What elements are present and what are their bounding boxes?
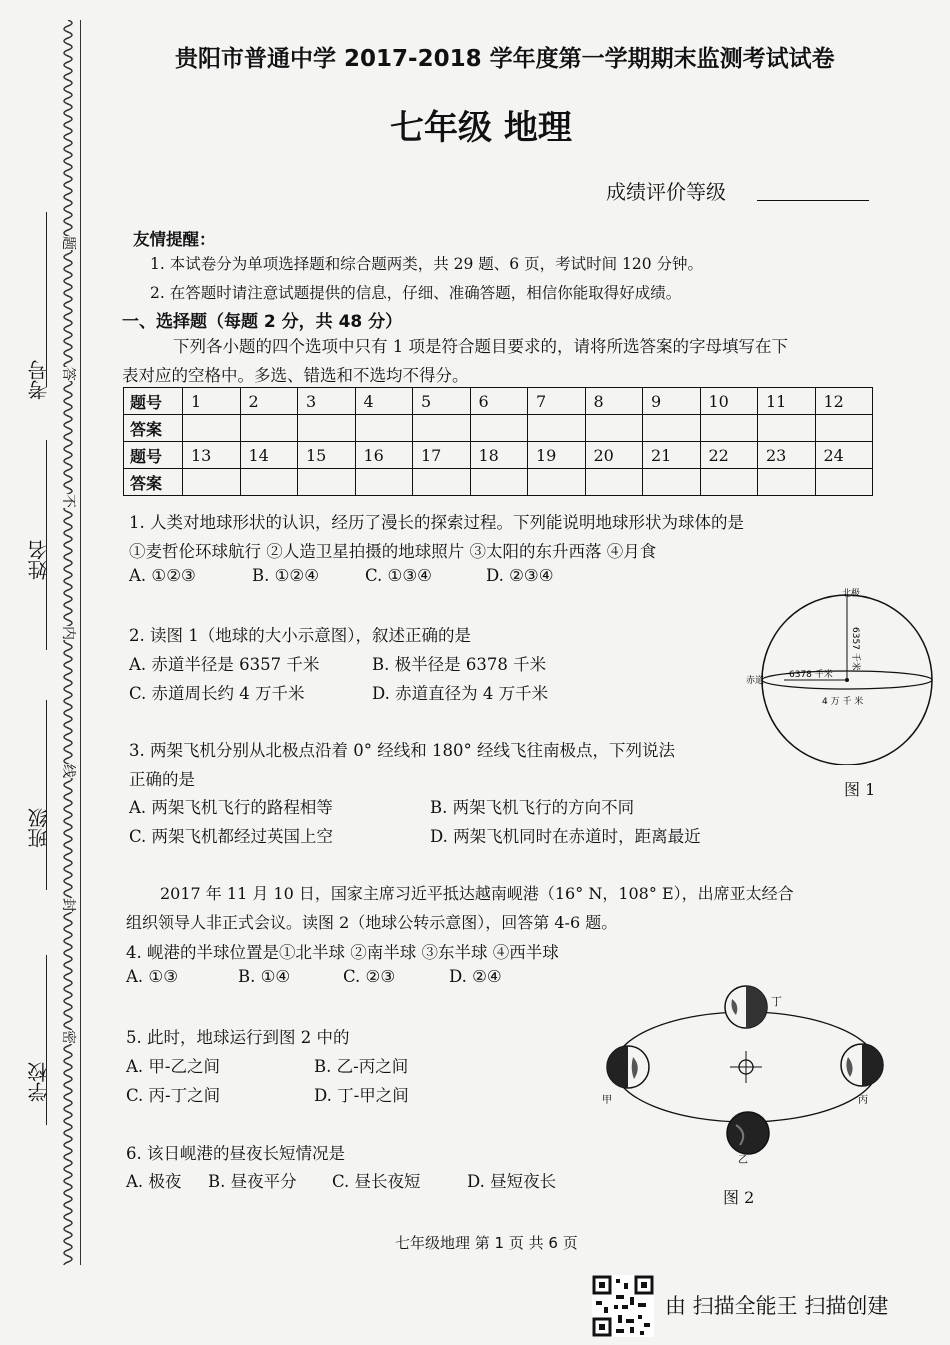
section-instruction: 表对应的空格中。多选、错选和不选均不得分。 [122, 366, 469, 385]
question-1-items: ①麦哲伦环球航行 ②人造卫星拍摄的地球照片 ③太阳的东升西落 ④月食 [129, 542, 657, 561]
question-1-stem: 1. 人类对地球形状的认识，经历了漫长的探索过程。下列能说明地球形状为球体的是 [129, 513, 744, 532]
scanner-watermark: 由 扫描全能王 扫描创建 [665, 1294, 889, 1318]
figure-2-caption: 图 2 [723, 1188, 755, 1207]
seal-char: 密 [60, 1030, 76, 1044]
question-number: 22 [700, 442, 758, 469]
sun-icon [730, 1051, 762, 1083]
table-row [124, 442, 873, 469]
question-number: 20 [585, 442, 643, 469]
answer-cell[interactable] [815, 469, 873, 496]
question-number: 18 [470, 442, 528, 469]
class-blank[interactable] [46, 700, 47, 890]
question-4-stem: 4. 岘港的半球位置是①北半球 ②南半球 ③东半球 ④西半球 [126, 943, 559, 962]
question-number: 14 [240, 442, 298, 469]
exam-number-label: 考号 [27, 360, 51, 400]
position-label-yi: 乙 [738, 1155, 748, 1165]
position-label-jia: 甲 [602, 1095, 612, 1106]
question-number: 21 [643, 442, 701, 469]
reminder-item: 1. 本试卷分为单项选择题和综合题两类，共 29 题、6 页，考试时间 120 分钟。 [150, 255, 704, 273]
option-d[interactable]: D. 丁-甲之间 [314, 1086, 409, 1105]
table-row [124, 388, 873, 415]
option-d[interactable]: D. 两架飞机同时在赤道时，距离最近 [430, 827, 701, 846]
row-label-answer: 答案 [124, 469, 183, 496]
reminder-heading: 友情提醒： [133, 230, 216, 249]
option-b[interactable]: B. ①④ [238, 967, 291, 986]
option-d[interactable]: D. 昼短夜长 [467, 1172, 557, 1191]
exam-title: 贵阳市普通中学 2017-2018 学年度第一学期期末监测考试试卷 [175, 46, 835, 72]
position-label-bing: 丙 [858, 1095, 868, 1106]
seal-char: 内 [60, 626, 76, 640]
question-number: 2 [240, 388, 298, 415]
option-d[interactable]: D. ②④ [449, 967, 502, 986]
question-3-stem: 3. 两架飞机分别从北极点沿着 0° 经线和 180° 经线飞往南极点，下列说法 [129, 741, 675, 760]
answer-cell[interactable] [298, 415, 356, 442]
question-number: 17 [413, 442, 471, 469]
exam-number-blank[interactable] [46, 212, 47, 387]
binding-line [80, 20, 81, 1265]
answer-cell[interactable] [298, 469, 356, 496]
question-number: 15 [298, 442, 356, 469]
circumference-label: 4 万 千 米 [822, 697, 864, 707]
subject-title: 七年级 地理 [390, 108, 572, 148]
answer-cell[interactable] [643, 469, 701, 496]
seal-char: 题 [60, 236, 76, 250]
seal-char: 不 [60, 494, 76, 508]
table-row [124, 415, 873, 442]
question-number: 12 [815, 388, 873, 415]
question-number: 10 [700, 388, 758, 415]
option-c[interactable]: C. 丙-丁之间 [126, 1086, 221, 1105]
question-6-stem: 6. 该日岘港的昼夜长短情况是 [126, 1144, 345, 1163]
option-a[interactable]: A. 甲-乙之间 [126, 1057, 220, 1076]
option-a[interactable]: A. 两架飞机飞行的路程相等 [129, 798, 333, 817]
school-label: 学校 [27, 1062, 51, 1102]
table-row [124, 469, 873, 496]
question-2-stem: 2. 读图 1（地球的大小示意图），叙述正确的是 [129, 626, 471, 645]
figure-1-caption: 图 1 [844, 780, 876, 799]
question-number: 3 [298, 388, 356, 415]
option-a[interactable]: A. ①③ [126, 967, 178, 986]
answer-cell[interactable] [240, 469, 298, 496]
class-label: 班级 [27, 808, 51, 848]
grade-blank[interactable] [757, 200, 869, 201]
answer-cell[interactable] [183, 469, 241, 496]
position-label-ding: 丁 [771, 995, 782, 1008]
reminder-item: 2. 在答题时请注意试题提供的信息，仔细、准确答题，相信你能取得好成绩。 [150, 284, 682, 302]
question-number: 16 [355, 442, 413, 469]
question-number: 7 [528, 388, 586, 415]
school-blank[interactable] [46, 955, 47, 1125]
question-number: 6 [470, 388, 528, 415]
question-number: 9 [643, 388, 701, 415]
option-b[interactable]: B. 昼夜平分 [208, 1172, 297, 1191]
question-number: 11 [758, 388, 816, 415]
answer-cell[interactable] [413, 469, 471, 496]
grade-label: 成绩评价等级 [606, 180, 726, 204]
earth-position-bing [841, 1044, 883, 1086]
option-b[interactable]: B. 极半径是 6378 千米 [372, 655, 547, 674]
polar-radius-label: 6357 千米 [850, 627, 860, 671]
equatorial-radius-label: 6378 千米 [789, 670, 833, 680]
option-a[interactable]: A. ①②③ [129, 566, 196, 585]
question-number: 1 [183, 388, 241, 415]
option-a[interactable]: A. 极夜 [126, 1172, 182, 1191]
answer-cell[interactable] [700, 469, 758, 496]
qr-code-icon [592, 1275, 654, 1337]
option-c[interactable]: C. 两架飞机都经过英国上空 [129, 827, 334, 846]
answer-cell[interactable] [183, 415, 241, 442]
option-c[interactable]: C. 赤道周长约 4 万千米 [129, 684, 305, 703]
answer-cell[interactable] [355, 415, 413, 442]
name-blank[interactable] [46, 440, 47, 650]
answer-cell[interactable] [355, 469, 413, 496]
option-c[interactable]: C. 昼长夜短 [332, 1172, 421, 1191]
seal-char: 封 [60, 898, 76, 912]
answer-cell[interactable] [643, 415, 701, 442]
equator-label: 赤道 [746, 676, 765, 686]
row-label-number: 题号 [124, 388, 183, 415]
answer-cell[interactable] [585, 469, 643, 496]
question-number: 13 [183, 442, 241, 469]
answer-table [123, 387, 873, 496]
option-b[interactable]: B. 乙-丙之间 [314, 1057, 409, 1076]
question-number: 4 [355, 388, 413, 415]
answer-cell[interactable] [758, 415, 816, 442]
option-c[interactable]: C. ②③ [343, 967, 396, 986]
answer-cell[interactable] [240, 415, 298, 442]
seal-char: 线 [60, 764, 76, 778]
answer-cell[interactable] [470, 469, 528, 496]
question-number: 19 [528, 442, 586, 469]
earth-position-yi [727, 1112, 769, 1154]
question-number: 5 [413, 388, 471, 415]
context-paragraph: 2017 年 11 月 10 日，国家主席习近平抵达越南岘港（16° N，108° E），出席亚太经合 [160, 884, 794, 903]
section-heading: 一、选择题（每题 2 分，共 48 分） [122, 312, 403, 332]
question-number: 8 [585, 388, 643, 415]
north-pole-label: 北极 [842, 589, 861, 599]
option-b[interactable]: B. ①②④ [252, 566, 319, 585]
answer-cell[interactable] [528, 469, 586, 496]
question-number: 23 [758, 442, 816, 469]
option-d[interactable]: D. ②③④ [486, 566, 554, 585]
question-number: 24 [815, 442, 873, 469]
option-c[interactable]: C. ①③④ [365, 566, 432, 585]
seal-char: 答 [60, 367, 76, 381]
option-a[interactable]: A. 赤道半径是 6357 千米 [129, 655, 320, 674]
earth-position-jia [607, 1046, 649, 1088]
answer-cell[interactable] [758, 469, 816, 496]
option-d[interactable]: D. 赤道直径为 4 万千米 [372, 684, 549, 703]
answer-cell[interactable] [585, 415, 643, 442]
answer-cell[interactable] [700, 415, 758, 442]
option-b[interactable]: B. 两架飞机飞行的方向不同 [430, 798, 635, 817]
row-label-number: 题号 [124, 442, 183, 469]
question-3-stem: 正确的是 [129, 770, 195, 789]
earth-position-ding [725, 986, 767, 1028]
answer-cell[interactable] [528, 415, 586, 442]
answer-cell[interactable] [413, 415, 471, 442]
figure-2-earth-revolution [598, 975, 893, 1165]
page-footer: 七年级地理 第 1 页 共 6 页 [395, 1234, 578, 1252]
context-paragraph: 组织领导人非正式会议。读图 2（地球公转示意图），回答第 4-6 题。 [126, 913, 618, 932]
question-5-stem: 5. 此时，地球运行到图 2 中的 [126, 1028, 350, 1047]
name-label: 姓名 [27, 540, 51, 580]
binding-border [58, 20, 78, 1265]
section-instruction: 下列各小题的四个选项中只有 1 项是符合题目要求的，请将所选答案的字母填写在下 [173, 337, 788, 356]
answer-cell[interactable] [815, 415, 873, 442]
row-label-answer: 答案 [124, 415, 183, 442]
figure-1-earth-size [744, 585, 944, 765]
answer-cell[interactable] [470, 415, 528, 442]
